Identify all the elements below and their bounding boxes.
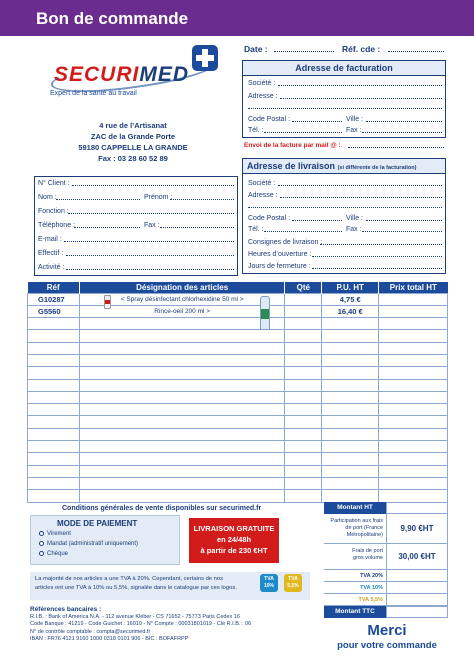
cell-qty[interactable] [285,354,322,366]
rince-oeil-product-image [260,296,270,330]
col-designation: Désignation des articles [79,282,284,293]
cell-ref [28,354,80,366]
cell-ref [28,391,80,403]
cell-designation [79,318,284,330]
bank-references [30,606,300,644]
delivery-ville-field[interactable] [366,220,442,221]
cell-qty[interactable] [285,441,322,453]
cell-qty[interactable] [285,293,322,305]
tva10-badge-val: 10% [263,583,274,589]
cell-total[interactable] [379,391,448,403]
cell-designation [79,441,284,453]
col-total: Prix total HT [379,282,448,293]
promo-line2: en 24/48h [216,535,252,544]
billing-fax-field[interactable] [362,132,442,133]
payment-title: MODE DE PAIEMENT [57,519,138,528]
cell-total[interactable] [379,453,448,465]
delivery-tel-field[interactable] [264,231,342,232]
logo-brand-right: MED [139,63,190,86]
tva55-row [324,594,448,606]
cell-ref: G5560 [28,305,80,317]
radio-icon[interactable] [39,541,44,546]
delivery-consignes-label: Consignes de livraison : [248,239,323,246]
client-nom-label: Nom : [38,194,57,201]
col-ref: Réf [28,282,80,293]
cell-ref [28,453,80,465]
cell-ref [28,465,80,477]
cell-pu [322,441,379,453]
table-row [28,379,448,391]
cell-pu [322,416,379,428]
cell-total[interactable] [379,428,448,440]
payment-box [30,515,180,565]
payment-option-label: Chèque [47,551,69,558]
company-fax: Fax : 03 28 60 52 89 [98,154,168,163]
cell-pu: 4,75 € [322,293,379,305]
cell-pu [322,453,379,465]
billing-ville-label: Ville : [346,116,363,123]
table-row [28,441,448,453]
billing-mail-label: Envoi de la facture par mail @ : [244,142,341,149]
delivery-cp-label: Code Postal : [248,215,291,222]
ref-field[interactable] [388,51,444,52]
table-row [28,404,448,416]
logo-brand-left: SECURI [54,63,140,86]
delivery-subtitle: (si différente de la facturation) [337,165,417,171]
cell-ref [28,318,80,330]
cell-designation [79,367,284,379]
cell-designation [79,490,284,502]
delivery-jours-field[interactable] [312,268,442,269]
billing-adresse-field[interactable] [280,98,442,99]
tva20-value[interactable] [386,570,448,581]
date-field[interactable] [274,51,334,52]
billing-ville-field[interactable] [366,121,442,122]
cell-designation [79,379,284,391]
bank-iban: IBAN : FR76 4121 9160 1000 0318 0101 906 - BIC : BOFAFRPP [30,636,189,642]
delivery-adresse-label: Adresse : [248,192,278,199]
delivery-fax-label: Fax : [346,226,362,233]
participation-label: Participation aux frais de port (France Métropolitaine) [330,518,383,538]
delivery-adresse-field[interactable] [280,197,442,198]
table-row [28,330,448,342]
cell-total[interactable] [379,379,448,391]
billing-adresse-field-2[interactable] [248,108,442,109]
cell-qty[interactable] [285,342,322,354]
client-activite-label: Activité : [38,264,65,271]
payment-option-label: Mandat (administratif uniquement) [47,541,139,548]
cell-ref [28,416,80,428]
cell-qty[interactable] [285,428,322,440]
company-city: 59180 CAPPELLE LA GRANDE [78,143,188,152]
cell-ref [28,441,80,453]
table-row [28,428,448,440]
cell-ref: G10287 [28,293,80,305]
company-street: 4 rue de l’Artisanat [99,121,167,130]
delivery-societe-label: Société : [248,180,276,187]
totals-block [324,502,448,618]
billing-mail-field[interactable] [348,147,444,148]
tva55-badge-icon [284,574,302,592]
client-numero-field[interactable] [72,185,234,186]
table-row [28,367,448,379]
client-fonction-field[interactable] [68,213,234,214]
client-telephone-field[interactable] [74,227,140,228]
cell-total[interactable] [379,441,448,453]
tva10-row [324,582,448,594]
page-header [0,0,474,36]
cell-ref [28,367,80,379]
table-row [28,453,448,465]
col-pu: P.U. HT [322,282,379,293]
delivery-adresse-field-2[interactable] [248,207,442,208]
cell-designation [79,404,284,416]
billing-tel-field[interactable] [264,132,342,133]
billing-societe-field[interactable] [278,85,442,86]
table-row [28,318,448,330]
client-effectif-field[interactable] [66,255,234,256]
cell-pu [322,391,379,403]
frais-gros-label: Frais de port gros volume [352,548,383,561]
delivery-consignes-field[interactable] [320,244,442,245]
cell-qty[interactable] [285,465,322,477]
table-row [28,342,448,354]
tva20-label: TVA 20% [360,573,383,579]
cell-ref [28,490,80,502]
tva-note-box [30,572,310,600]
spray-product-image [104,295,111,309]
bank-codes: Code Banque : 41219 - Code Guichet : 16010 - N° Compte : 00031801019 - Clé R.I.B. : 06 [30,621,252,627]
cell-pu [322,330,379,342]
table-row [28,305,448,317]
delivery-tel-label: Tél. : [248,226,264,233]
billing-cp-label: Code Postal : [248,116,291,123]
cell-ref [28,330,80,342]
billing-adresse-label: Adresse : [248,93,278,100]
tva10-value[interactable] [386,582,448,593]
cell-designation [79,330,284,342]
cell-pu [322,354,379,366]
logo [42,54,242,100]
cell-ref [28,379,80,391]
delivery-fax-field[interactable] [362,231,442,232]
billing-fax-label: Fax : [346,127,362,134]
cell-total[interactable] [379,367,448,379]
payment-option-virement[interactable] [39,531,71,537]
participation-value: 9,90 €HT [386,514,448,543]
table-row [28,416,448,428]
cell-pu [322,490,379,502]
page-title: Bon de commande [36,9,189,28]
cell-total[interactable] [379,342,448,354]
tva20-row [324,570,448,582]
cell-ref [28,428,80,440]
tva10-label: TVA 10% [360,585,383,591]
participation-row [324,514,448,544]
payment-option-cheque[interactable] [39,551,68,557]
cell-total[interactable] [379,318,448,330]
client-numero-label: N° Client : [38,180,70,187]
cell-pu [322,477,379,489]
client-nom-field[interactable] [56,199,140,200]
cell-designation [79,465,284,477]
promo-line3: à partir de 230 €HT [200,546,268,555]
radio-icon[interactable] [39,551,44,556]
billing-cp-field[interactable] [292,121,342,122]
cell-total[interactable] [379,490,448,502]
montant-ttc-value[interactable] [386,606,448,618]
cell-pu: 16,40 € [322,305,379,317]
bank-rib: R.I.B. : Bank of America N.A. - 112 avenue Kléber - CS 71652 - 75773 Paris Cedex 16 [30,613,240,620]
client-email-label: E-mail : [38,236,62,243]
frais-gros-row [324,544,448,570]
company-address [58,120,208,164]
cell-ref [28,342,80,354]
tva10-badge-icon [260,574,278,592]
cell-designation [79,354,284,366]
delivery-societe-field[interactable] [278,185,442,186]
cell-pu [322,465,379,477]
client-prenom-label: Prénom : [144,194,173,201]
cell-total[interactable] [379,354,448,366]
cell-qty[interactable] [285,305,322,317]
billing-tel-label: Tél. : [248,127,264,134]
cell-designation [79,342,284,354]
cell-qty[interactable] [285,318,322,330]
order-table [27,282,448,503]
client-fonction-label: Fonction : [38,208,69,215]
tva10-badge-top: TVA [264,576,274,582]
cell-total[interactable] [379,416,448,428]
client-email-field[interactable] [64,241,234,242]
tva55-label: TVA 5,5% [358,597,383,603]
cell-designation [79,453,284,465]
cell-qty[interactable] [285,453,322,465]
date-label: Date : [244,44,268,54]
table-row [28,465,448,477]
cell-designation [79,391,284,403]
frais-gros-value: 30,00 €HT [386,544,448,569]
order-table-header [28,282,448,293]
cell-pu [322,404,379,416]
tva55-badge-top: TVA [288,576,298,582]
payment-option-mandat[interactable] [39,541,138,547]
cell-total[interactable] [379,477,448,489]
ref-label: Réf. cde : [342,44,381,54]
col-qty: Qté [285,282,322,293]
cell-ref [28,477,80,489]
cell-designation [79,477,284,489]
montant-ht-label: Montant HT [337,504,373,511]
cell-qty[interactable] [285,404,322,416]
company-zone: ZAC de la Grande Porte [90,132,176,141]
cell-qty[interactable] [285,367,322,379]
cell-pu [322,342,379,354]
bank-title: Références bancaires : [30,606,102,613]
total-ht-row [324,502,448,514]
cell-qty[interactable] [285,391,322,403]
thanks-subtitle: pour votre commande [337,640,437,651]
delivery-heures-label: Heures d’ouverture : [248,251,312,258]
client-prenom-field[interactable] [170,199,234,200]
cell-total[interactable] [379,293,448,305]
cell-pu [322,318,379,330]
cell-designation [79,416,284,428]
tva-note-line2: articles ont une TVA à 10% ou 5,5%, signalée dans le catalogue par ces logos. [35,585,237,591]
tva55-badge-val: 5,5% [287,583,299,589]
cell-designation: < Spray désinfectant chlorhexidine 50 ml > [79,293,284,305]
tva55-value[interactable] [386,594,448,605]
cell-qty[interactable] [285,477,322,489]
cell-designation: Rince-oeil 200 ml > [79,305,284,317]
tva-note-line1: La majorité de nos articles a une TVA à 20%. Cependant, certains de nos [35,576,223,582]
client-activite-field[interactable] [66,269,234,270]
cell-pu [322,379,379,391]
cell-designation [79,428,284,440]
thanks-title: Merci [367,622,407,639]
table-row [28,477,448,489]
delivery-title: Adresse de livraison [247,161,336,171]
delivery-ville-label: Ville : [346,215,363,222]
billing-societe-label: Société : [248,80,276,87]
cell-total[interactable] [379,305,448,317]
delivery-promo [189,518,279,563]
payment-option-label: Virement [47,531,71,538]
montant-ht-value[interactable] [386,502,448,514]
cell-ref [28,404,80,416]
table-row [28,391,448,403]
table-row [28,354,448,366]
montant-ttc-label: Montant TTC [335,608,375,615]
cell-pu [322,367,379,379]
cell-qty[interactable] [285,379,322,391]
cell-qty[interactable] [285,330,322,342]
client-telephone-label: Téléphone : [38,222,75,229]
delivery-jours-label: Jours de fermeture : [248,263,311,270]
client-fax-label: Fax : [144,222,160,229]
table-row [28,490,448,502]
radio-icon[interactable] [39,531,44,536]
cell-pu [322,428,379,440]
cell-total[interactable] [379,465,448,477]
delivery-cp-field[interactable] [292,220,342,221]
cell-qty[interactable] [285,490,322,502]
cell-qty[interactable] [285,416,322,428]
table-row [28,293,448,305]
delivery-title-bar [243,159,445,174]
delivery-heures-field[interactable] [312,256,442,257]
promo-line1: LIVRAISON GRATUITE [193,524,275,533]
cell-total[interactable] [379,330,448,342]
billing-title: Adresse de facturation [243,61,445,76]
conditions-text: Conditions générales de vente disponibles sur securimed.fr [62,505,262,512]
client-effectif-label: Effectif : [38,250,64,257]
client-fax-field[interactable] [160,227,234,228]
cell-total[interactable] [379,404,448,416]
total-ttc-row [324,606,448,618]
logo-tagline: Expert de la santé au travail [50,90,137,97]
bank-contact: N° de contrôle comptable : compta@securimed.fr [30,628,151,635]
